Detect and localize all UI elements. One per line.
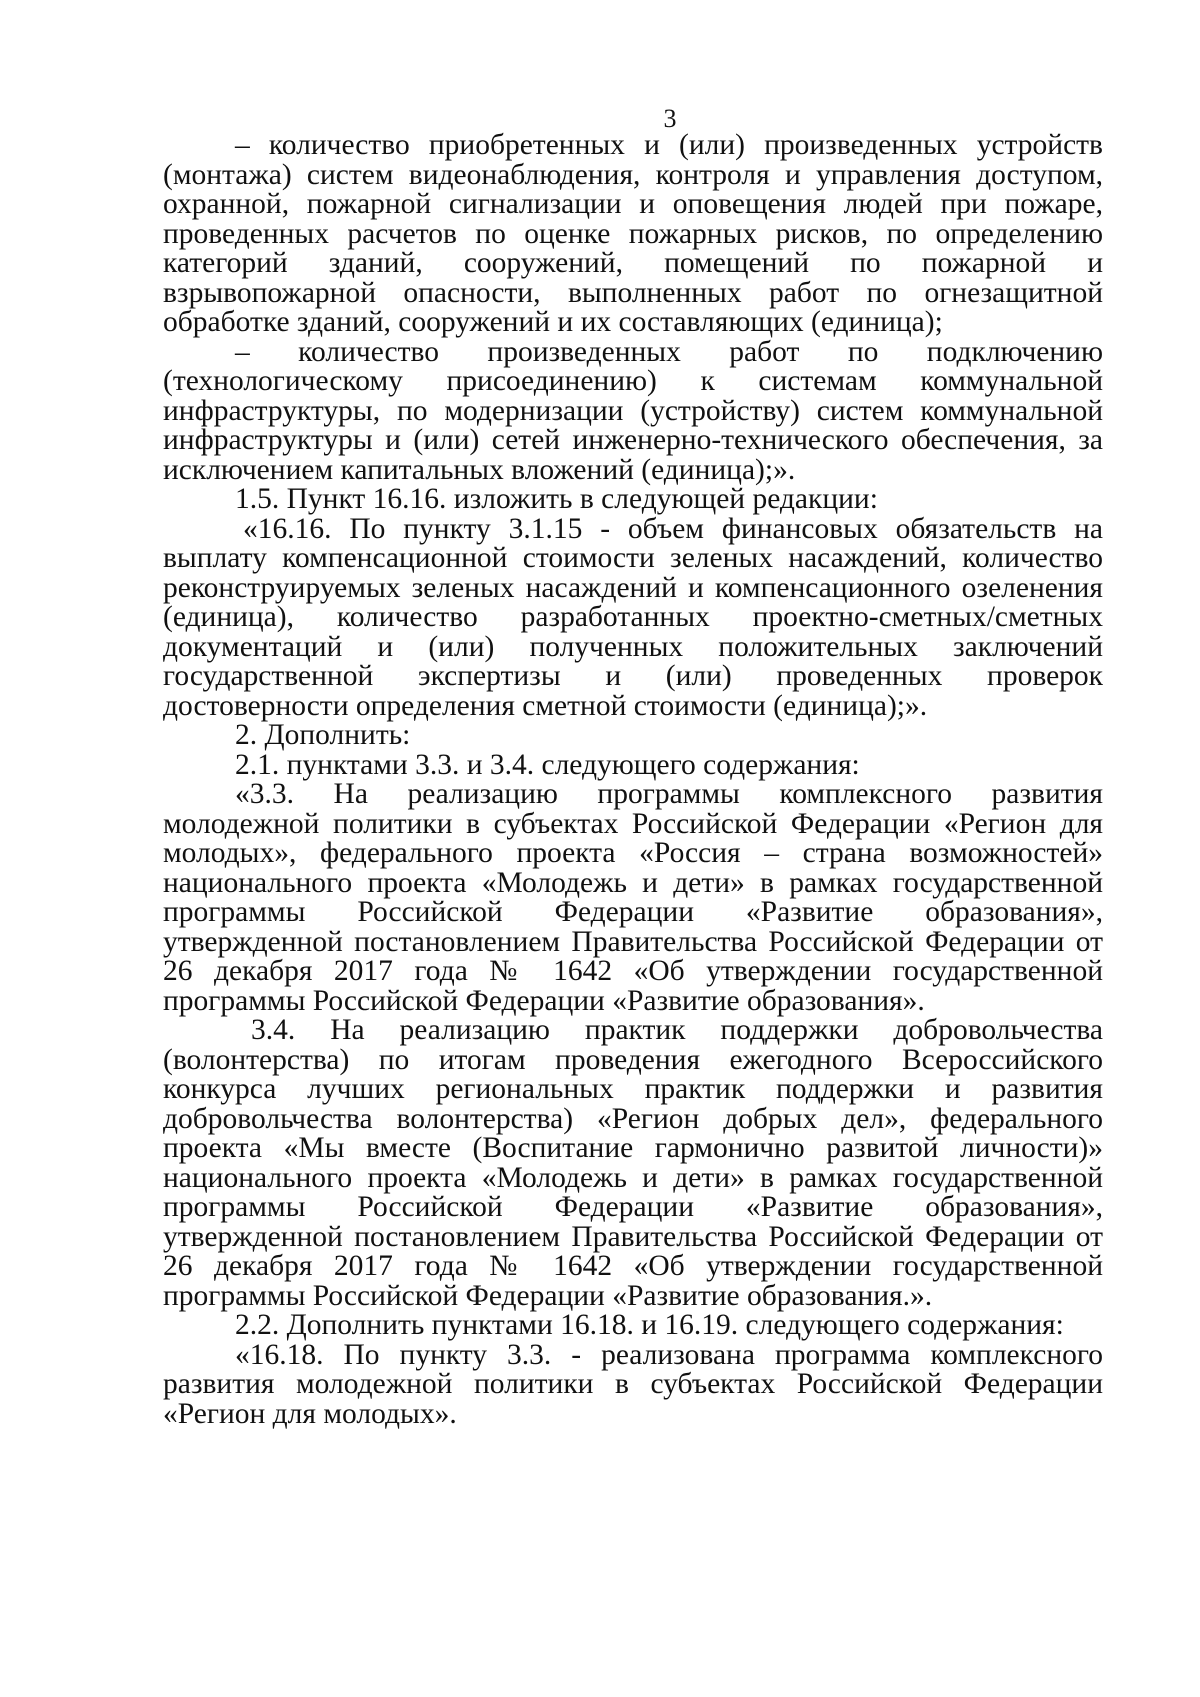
paragraph-item-2-2: 2.2. Дополнить пунктами 16.18. и 16.19. следующего содержания:	[235, 1309, 1064, 1341]
paragraph-item-1-5: 1.5. Пункт 16.16. изложить в следующей редакции:	[235, 483, 878, 515]
paragraph-item-2-1: 2.1. пунктами 3.3. и 3.4. следующего содержания:	[235, 748, 860, 781]
paragraph-utility-works-count: – количество произведенных работ по подключению (технологическому присоединению) к системам коммунальной инфраструктуры, по модернизации (устройству) систем коммунальной инфраструктуры и (или) сетей инженерно-технического обеспечения, за исключением капитальных вложений (единица);».	[163, 335, 1103, 486]
paragraph-devices-count: – количество приобретенных и (или) произведенных устройств (монтажа) систем видеонаблюдения, контроля и управления доступом, охранной, пожарной сигнализации и оповещения людей при пожаре, проведенных расчетов по оценке пожарных рисков, по определению категорий зданий, сооружений, помещений по пожарной и взрывопожарной опасности, выполненных работ по огнезащитной обработке зданий, сооружений и их составляющих (единица);	[163, 129, 1103, 338]
paragraph-item-16-18: «16.18. По пункту 3.3. - реализована программа комплексного развития молодежной политики в субъектах Российской Федерации «Регион для молодых».	[163, 1338, 1103, 1430]
paragraph-item-2: 2. Дополнить:	[235, 719, 411, 751]
page-number: 3	[663, 104, 677, 133]
document-body	[163, 131, 1103, 1429]
paragraph-item-3-3: «3.3. На реализацию программы комплексного развития молодежной политики в субъектах Российской Федерации «Регион для молодых», федерального проекта «Россия – страна возможностей» национального проекта «Молодежь и дети» в рамках государственной программы Российской Федерации «Развитие образования», утвержденной постановлением Правительства Российской Федерации от 26 декабря 2017 года № 1642 «Об утверждении государственной программы Российской Федерации «Развитие образования».	[163, 778, 1103, 1017]
paragraph-item-3-4: 3.4. На реализацию практик поддержки добровольчества (волонтерства) по итогам проведения ежегодного Всероссийского конкурса лучших региональных практик поддержки и развития добровольчества волонтерства) «Регион добрых дел», федерального проекта «Мы вместе (Воспитание гармонично развитой личности)» национального проекта «Молодежь и дети» в рамках государственной программы Российской Федерации «Развитие образования», утвержденной постановлением Правительства Российской Федерации от 26 декабря 2017 года № 1642 «Об утверждении государственной программы Российской Федерации «Развитие образования.».	[163, 1014, 1103, 1312]
paragraph-item-16-16: «16.16. По пункту 3.1.15 - объем финансовых обязательств на выплату компенсационной стоимости зеленых насаждений, количество реконструируемых зеленых насаждений и компенсационного озеленения (единица), количество разработанных проектно-сметных/сметных документаций и (или) полученных положительных заключений государственной экспертизы и (или) проведенных проверок достоверности определения сметной стоимости (единица);».	[163, 512, 1103, 722]
